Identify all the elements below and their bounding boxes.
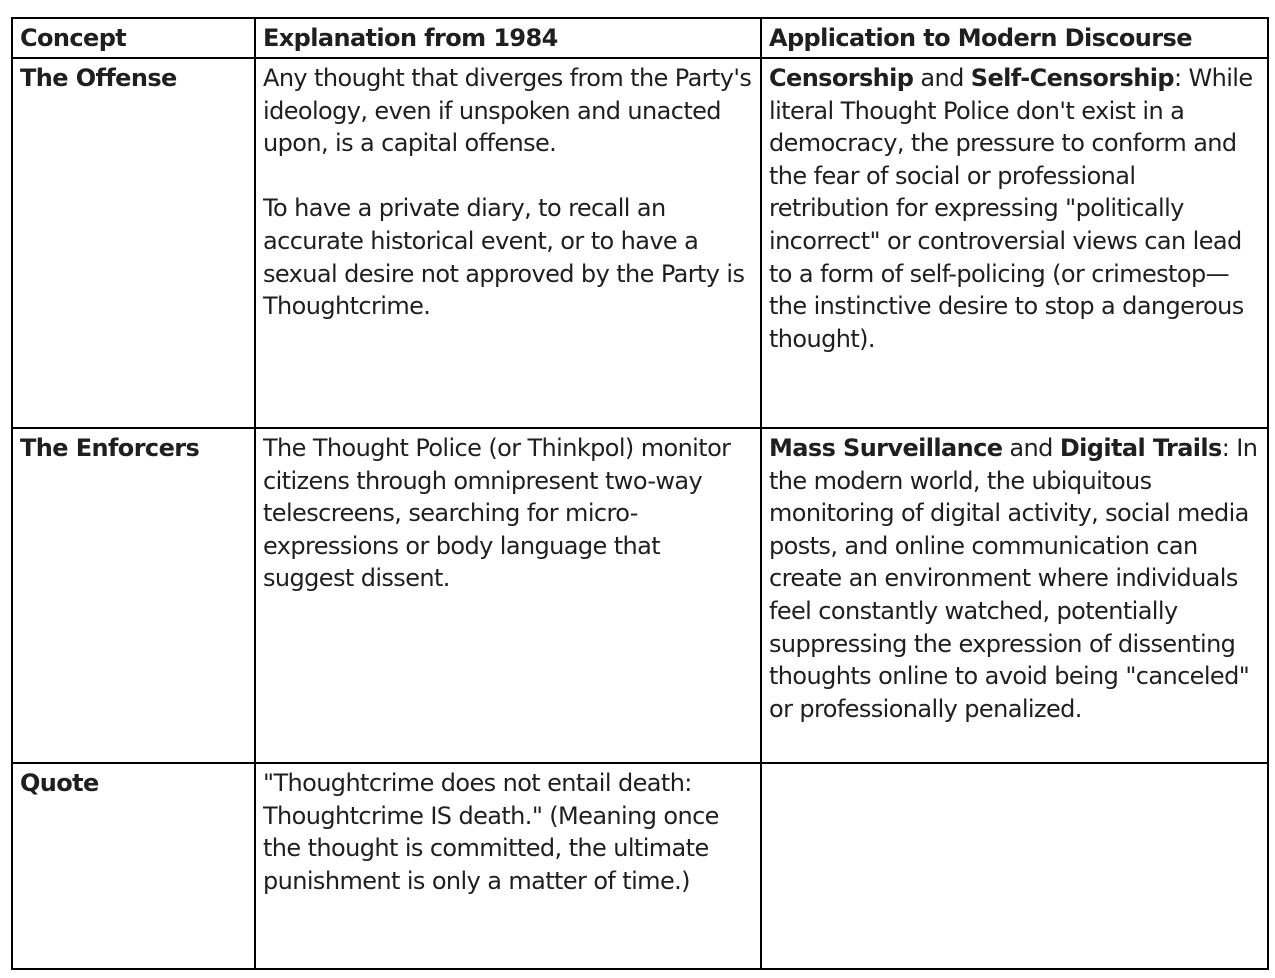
application-colon: : xyxy=(1221,434,1230,462)
application-term: Mass Surveillance xyxy=(769,434,1003,462)
application-cell xyxy=(761,428,1268,763)
application-text: In the modern world, the ubiquitous monitoring of digital activity, social media posts, and online communication can create an environment where individuals feel constantly watched, potentially suppressing the expression of dissenting thoughts online to avoid being "canceled" or professionally penalized. xyxy=(769,434,1258,723)
application-cell-empty xyxy=(761,763,1268,969)
table-row xyxy=(12,763,1268,969)
explanation-cell xyxy=(255,428,761,763)
application-text: While literal Thought Police don't exist in a democracy, the pressure to conform and the fear of social or professional retribution for expressing "politically incorrect" or controversial views can lead to a form of self-policing (or crimestop—the instinctive desire to stop a dangerous thought). xyxy=(769,64,1253,353)
header-application: Application to Modern Discourse xyxy=(761,18,1268,58)
concept-cell: The Offense xyxy=(12,58,255,428)
table-row xyxy=(12,428,1268,763)
table-header-row xyxy=(12,18,1268,58)
concept-table xyxy=(11,17,1269,970)
explanation-paragraph: Any thought that diverges from the Party's ideology, even if unspoken and unacted upon, is a capital offense. xyxy=(263,64,752,158)
application-joiner: and xyxy=(1002,434,1060,462)
application-joiner: and xyxy=(913,64,971,92)
application-term: Self-Censorship xyxy=(970,64,1174,92)
explanation-paragraph: To have a private diary, to recall an accurate historical event, or to have a sexual desire not approved by the Party is Thoughtcrime. xyxy=(263,194,745,321)
explanation-cell xyxy=(255,58,761,428)
application-term: Digital Trails xyxy=(1059,434,1222,462)
concept-cell: Quote xyxy=(12,763,255,969)
concept-cell: The Enforcers xyxy=(12,428,255,763)
application-term: Censorship xyxy=(769,64,914,92)
table-row xyxy=(12,58,1268,428)
application-colon: : xyxy=(1173,64,1182,92)
explanation-paragraph: The Thought Police (or Thinkpol) monitor citizens through omnipresent two-way telescreens, searching for micro-expressions or body language that suggest dissent. xyxy=(263,434,731,593)
explanation-paragraph: "Thoughtcrime does not entail death: Thoughtcrime IS death." (Meaning once the thought is committed, the ultimate punishment is only a matter of time.) xyxy=(263,769,719,895)
header-explanation: Explanation from 1984 xyxy=(255,18,761,58)
header-concept: Concept xyxy=(12,18,255,58)
application-cell xyxy=(761,58,1268,428)
explanation-cell xyxy=(255,763,761,969)
